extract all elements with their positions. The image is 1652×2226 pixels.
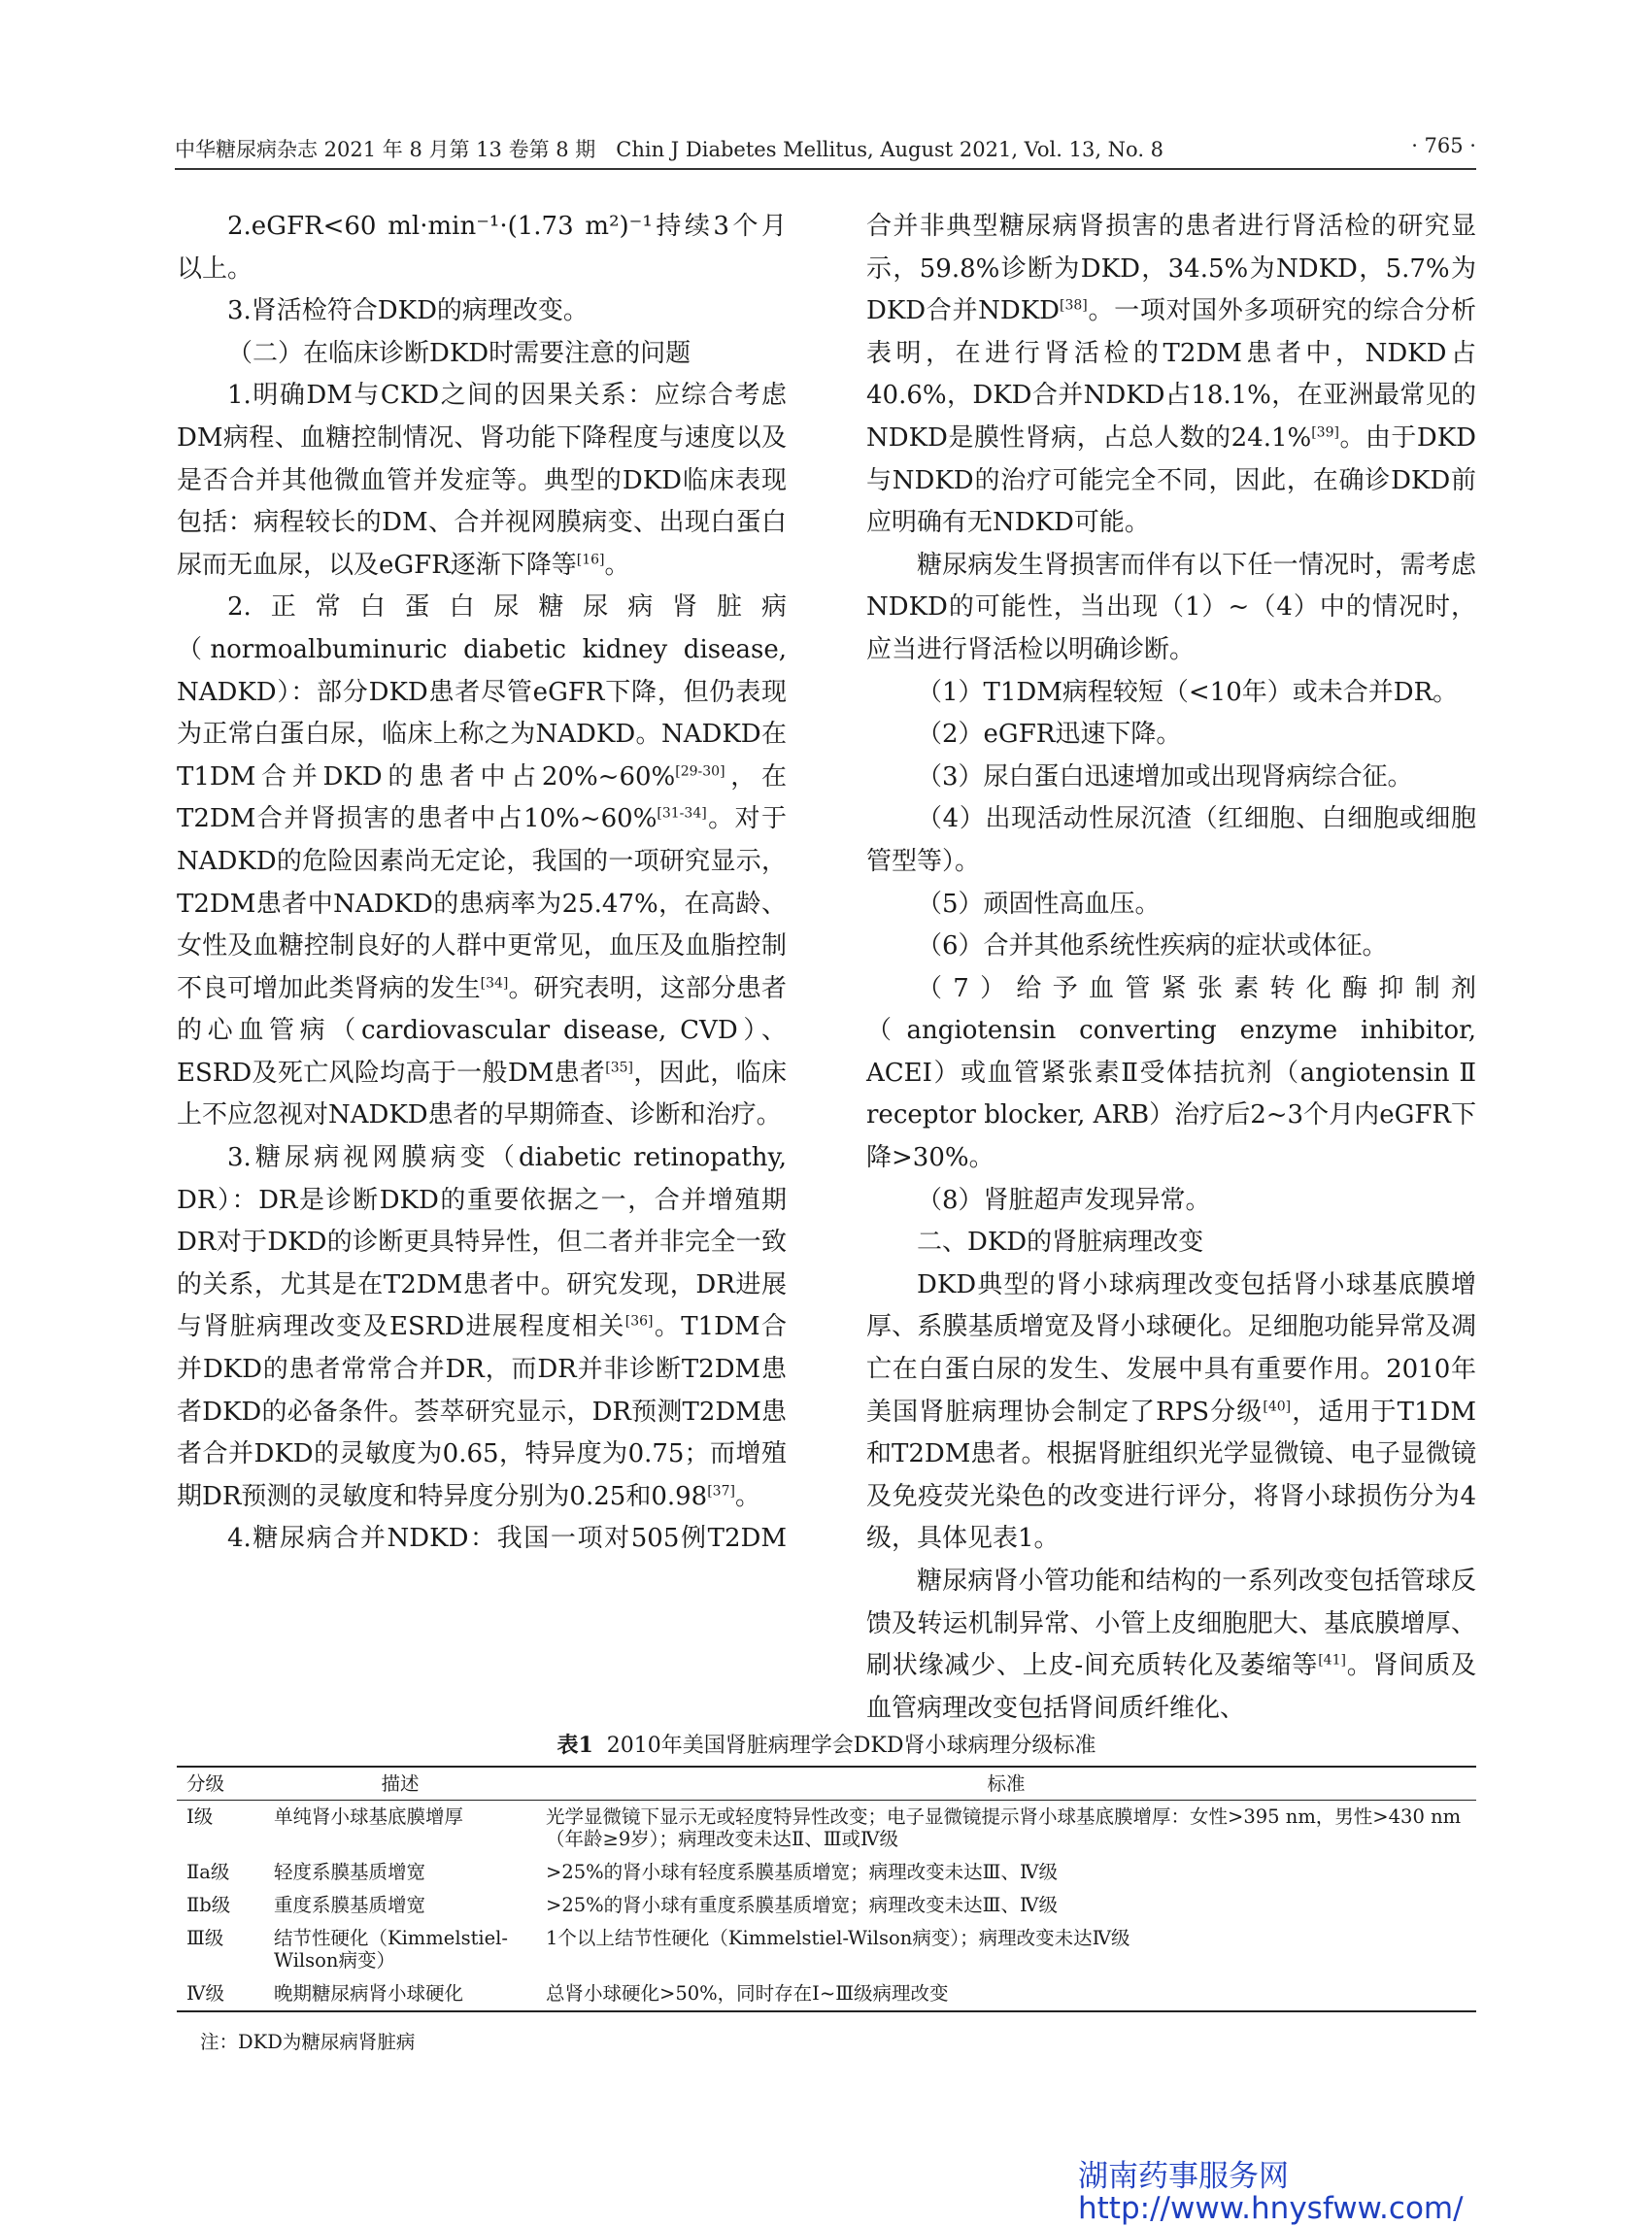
table-row <box>177 1889 1476 1922</box>
list-item: （8）肾脏超声发现异常。 <box>917 1185 1211 1215</box>
cell-grade: Ⅳ级 <box>177 1977 264 2011</box>
running-header <box>175 134 1476 167</box>
watermark-name: 湖南药事服务网 <box>1078 2159 1289 2194</box>
table-note: 注：DKD为糖尿病肾脏病 <box>200 2031 416 2053</box>
paragraph-glomerular: DKD典型的肾小球病理改变包括肾小球基底膜增厚、系膜基质增宽及肾小球硬化。足细胞功能异常及凋亡在白蛋白尿的发生、发展中具有重要作用。2010年美国肾脏病理协会制定了RPS分级[40]，适用于T1DM和T2DM患者。根据肾脏组织光学显微镜、电子显微镜及免疫荧光染色的改变进行评分，将肾小球损伤分为4级，具体见表1。 <box>866 1269 1476 1554</box>
table-title: 2010年美国肾脏病理学会DKD肾小球病理分级标准 <box>606 1734 1096 1758</box>
header-rule <box>175 168 1476 170</box>
paragraph-dr: 3.糖尿病视网膜病变（diabetic retinopathy, DR）：DR是诊断DKD的重要依据之一，合并增殖期DR对于DKD的诊断更具特异性，但二者并非完全一致的关系，尤其是在T2DM患者中。研究发现，DR进展与肾脏病理改变及ESRD进展程度相关[36]。T1DM合并DKD的患者常常合并DR，而DR并非诊断T2DM患者DKD的必备条件。荟萃研究显示，DR预测T2DM患者合并DKD的灵敏度为0.65，特异度为0.75；而增殖期DR预测的灵敏度和特异度分别为0.25和0.98[37]。 <box>177 1143 787 1511</box>
cell-description: 重度系膜基质增宽 <box>274 1894 426 1916</box>
cell-description: 单纯肾小球基底膜增厚 <box>274 1805 464 1828</box>
list-item: （4）出现活动性尿沉渣（红细胞、白细胞或细胞管型等）。 <box>866 804 1476 876</box>
header-description: 描述 <box>264 1767 536 1801</box>
list-item: （1）T1DM病程较短（<10年）或未合并DR。 <box>917 677 1459 707</box>
table-label: 表1 <box>556 1733 593 1758</box>
paragraph-ndkd-cont: 合并非典型糖尿病肾损害的患者进行肾活检的研究显示，59.8%诊断为DKD，34.5%为NDKD，5.7%为DKD合并NDKD[38]。一项对国外多项研究的综合分析表明，在进行肾活检的T2DM患者中，NDKD占40.6%，DKD合并NDKD占18.1%，在亚洲最常见的NDKD是膜性肾病，占总人数的24.1%[39]。由于DKD与NDKD的治疗可能完全不同，因此，在确诊DKD前应明确有无NDKD可能。 <box>866 212 1476 538</box>
cell-criteria: 光学显微镜下显示无或轻度特异性改变；电子显微镜提示肾小球基底膜增厚：女性>395 nm，男性>430 nm（年龄≥9岁）；病理改变未达Ⅱ、Ⅲ或Ⅳ级 <box>546 1805 1462 1850</box>
journal-citation: 中华糖尿病杂志 2021 年 8 月第 13 卷第 8 期 Chin J Diabetes Mellitus, August 2021, Vol. 13, No. 8 <box>175 138 1164 161</box>
table-caption <box>177 1729 1476 1759</box>
table-row <box>177 1922 1476 1977</box>
list-item: （2）eGFR迅速下降。 <box>917 720 1182 750</box>
paragraph-dm-ckd: 1.明确DM与CKD之间的因果关系：应综合考虑DM病程、血糖控制情况、肾功能下降程度与速度以及是否合并其他微血管并发症等。典型的DKD临床表现包括：病程较长的DM、合并视网膜病变、出现白蛋白尿而无血尿，以及eGFR逐渐下降等[16]。 <box>177 381 787 580</box>
criterion-egfr: 2.eGFR<60 ml·min⁻¹·(1.73 m²)⁻¹持续3个月以上。 <box>177 212 787 284</box>
paragraph-ndkd-conditions: 糖尿病发生肾损害而伴有以下任一情况时，需考虑NDKD的可能性，当出现（1）~（4）中的情况时，应当进行肾活检以明确诊断。 <box>866 550 1476 664</box>
cell-criteria: 总肾小球硬化>50%，同时存在Ⅰ~Ⅲ级病理改变 <box>536 1977 1476 2011</box>
cell-description: 结节性硬化（Kimmelstiel-Wilson病变） <box>274 1927 509 1972</box>
list-item: （3）尿白蛋白迅速增加或出现肾病综合征。 <box>917 761 1413 792</box>
cell-criteria: >25%的肾小球有轻度系膜基质增宽；病理改变未达Ⅲ、Ⅳ级 <box>546 1861 1058 1883</box>
table-header-row <box>177 1767 1476 1801</box>
section-heading: 二、DKD的肾脏病理改变 <box>917 1228 1204 1258</box>
cell-grade: Ⅰ级 <box>186 1805 214 1828</box>
header-grade: 分级 <box>177 1767 264 1801</box>
left-column <box>177 206 787 1561</box>
list-item: （7）给予血管紧张素转化酶抑制剂（angiotensin converting enzyme inhibitor, ACEI）或血管紧张素Ⅱ受体拮抗剂（angiotensin Ⅱ receptor blocker, ARB）治疗后2~3个月内eGFR下降>30%。 <box>866 973 1476 1173</box>
cell-grade: Ⅱb级 <box>186 1894 231 1916</box>
list-item: （5）顽固性高血压。 <box>917 889 1161 919</box>
header-criteria: 标准 <box>536 1767 1476 1801</box>
table-row <box>177 1801 1476 1857</box>
paragraph-nadkd: 2.正常白蛋白尿糖尿病肾脏病（normoalbuminuric diabetic kidney disease, NADKD）：部分DKD患者尽管eGFR下降，但仍表现为正常白蛋白尿，临床上称之为NADKD。NADKD在T1DM合并DKD的患者中占20%~60%[29-30]，在T2DM合并肾损害的患者中占10%~60%[31-34]。对于NADKD的危险因素尚无定论，我国的一项研究显示，T2DM患者中NADKD的患病率为25.47%，在高龄、女性及血糖控制良好的人群中更常见，血压及血脂控制不良可增加此类肾病的发生[34]。研究表明，这部分患者的心血管病（cardiovascular disease, CVD）、ESRD及死亡风险均高于一般DM患者[35]，因此，临床上不应忽视对NADKD患者的早期筛查、诊断和治疗。 <box>177 592 787 1130</box>
classification-table <box>177 1766 1476 2012</box>
right-column <box>866 206 1476 1730</box>
paragraph-ndkd: 4.糖尿病合并NDKD：我国一项对505例T2DM <box>227 1524 787 1554</box>
cell-description: 轻度系膜基质增宽 <box>274 1861 426 1883</box>
list-item: （6）合并其他系统性疾病的症状或体征。 <box>917 931 1388 961</box>
subsection-heading: （二）在临床诊断DKD时需要注意的问题 <box>227 338 691 368</box>
criterion-biopsy: 3.肾活检符合DKD的病理改变。 <box>227 296 589 326</box>
cell-grade: Ⅱa级 <box>186 1861 230 1883</box>
table-row <box>177 1977 1476 2011</box>
cell-description: 晚期糖尿病肾小球硬化 <box>264 1977 536 2011</box>
cell-criteria: >25%的肾小球有重度系膜基质增宽；病理改变未达Ⅲ、Ⅳ级 <box>546 1894 1058 1916</box>
table-row <box>177 1856 1476 1889</box>
watermark-url[interactable]: http://www.hnysfww.com/ <box>1078 2191 1464 2226</box>
cell-criteria: 1个以上结节性硬化（Kimmelstiel-Wilson病变）；病理改变未达Ⅳ级 <box>546 1927 1130 1949</box>
page-number: · 765 · <box>1411 134 1476 157</box>
cell-grade: Ⅲ级 <box>186 1927 224 1949</box>
paragraph-tubular: 糖尿病肾小管功能和结构的一系列改变包括管球反馈及转运机制异常、小管上皮细胞肥大、基底膜增厚、刷状缘减少、上皮-间充质转化及萎缩等[41]。肾间质及血管病理改变包括肾间质纤维化、 <box>866 1567 1476 1723</box>
